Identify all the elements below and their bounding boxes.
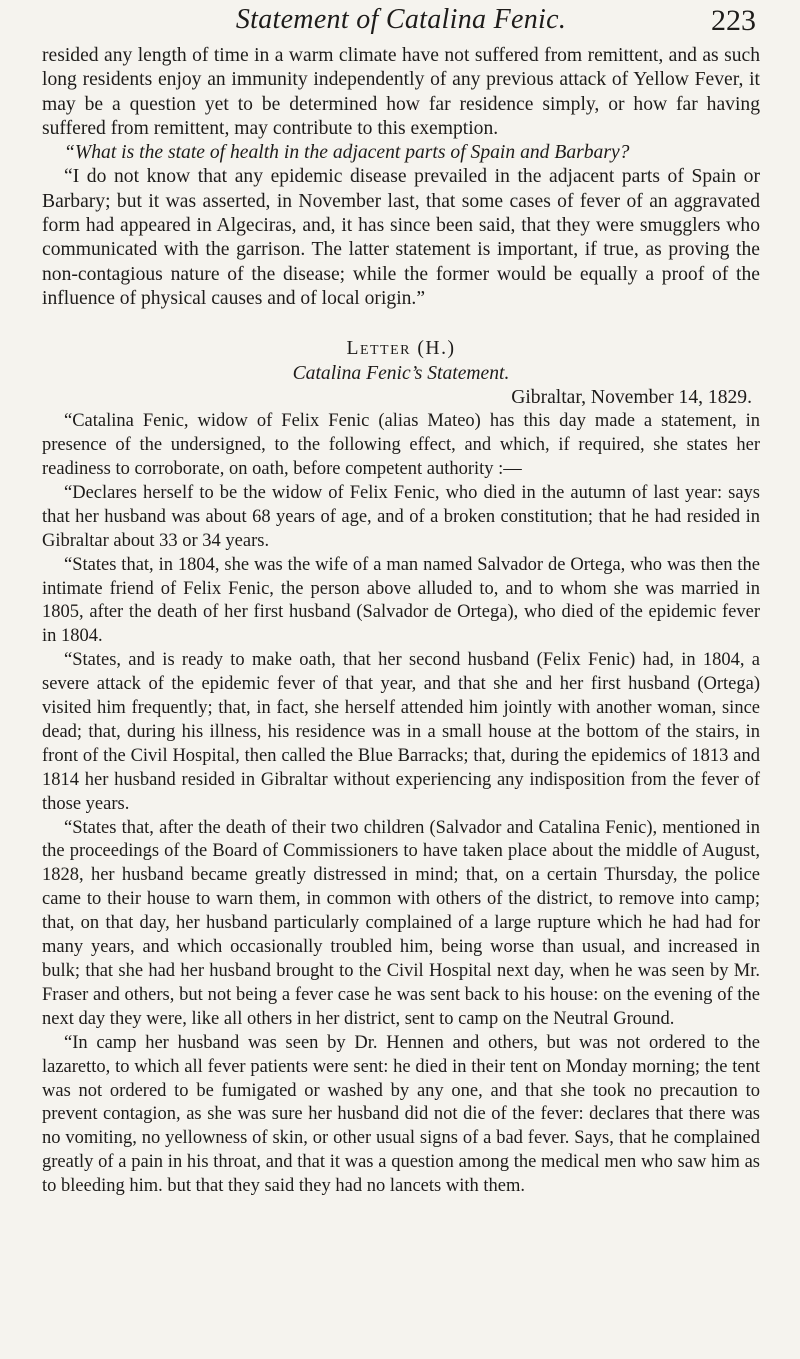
page-number: 223 <box>711 4 756 37</box>
letter-title: Letter (H.) <box>346 338 456 360</box>
paragraph: “Declares herself to be the widow of Felix Fenic, who died in the autumn of last year: says that her husband was about 68 years of age, and of a broken constitution; that he had resided in Gibraltar about 33 or 34 years. <box>42 482 760 551</box>
paragraph: “Catalina Fenic, widow of Felix Fenic (alias Mateo) has this day made a statement, in presence of the undersigned, to the following effect, and which, if required, she states her readiness to corroborate, on oath, before competent authority :— <box>42 411 760 479</box>
question-heading: “What is the state of health in the adjacent parts of Spain and Barbary? <box>64 142 630 164</box>
paragraph: “In camp her husband was seen by Dr. Hennen and others, but was not ordered to the lazaretto, to which all fever patients were sent: he died in their tent on Monday morning; the tent was not ordered to be fumigated or washed by any one, and that she took no precaution to prevent contagion, as she was sure her husband did not die of the fever: declares that there was no vomiting, no yellowness of skin, or other usual signs of a bad fever. Says, that he complained greatly of a pain in his throat, and that it was a question among the medical men who saw him as to bleeding him. but that they said they had no lancets with them. <box>42 1032 760 1197</box>
paragraph: resided any length of time in a warm climate have not suffered from remittent, and as such long residents enjoy an immunity independently of any previous attack of Yellow Fever, it may be a question yet to be determined how far residence simply, or how far having suffered from remittent, may contribute to this exemption. <box>42 45 760 139</box>
page-header <box>42 0 760 44</box>
body-text <box>42 44 760 1199</box>
letter-body <box>42 410 760 1199</box>
paragraph: “I do not know that any epidemic disease prevailed in the adjacent parts of Spain or Barbary; but it was asserted, in November last, that some cases of fever of an aggravated form had appeared in Algeciras, and, it has since been said, that they were smugglers who communicated with the garrison. The latter statement is important, if true, as proving the non-contagious nature of the disease; while the former would be equally a proof of the influence of physical causes and of local origin.” <box>42 166 760 309</box>
letter-dateline: Gibraltar, November 14, 1829. <box>511 386 752 408</box>
paragraph: “States, and is ready to make oath, that her second husband (Felix Fenic) had, in 1804, a severe attack of the epidemic fever of that year, and that she and her first husband (Ortega) visited him frequently; that, in fact, she herself attended him jointly with another woman, since dead; that, during his illness, his residence was in a small house at the bottom of the stairs, in front of the Civil Hospital, then called the Blue Barracks; that, during the epidemics of 1813 and 1814 her husband resided in Gibraltar without experiencing any indisposition from the fever of those years. <box>42 650 760 814</box>
paragraph: “States that, in 1804, she was the wife of a man named Salvador de Ortega, who was then the intimate friend of Felix Fenic, the person above alluded to, and to whom she was married in 1805, after the death of her first husband (Salvador de Ortega), who died of the epidemic fever in 1804. <box>42 554 760 647</box>
running-title: Statement of Catalina Fenic. <box>235 4 567 35</box>
letter-subtitle: Catalina Fenic’s Statement. <box>292 362 510 384</box>
section-gap <box>42 311 760 337</box>
paragraph: “States that, after the death of their two children (Salvador and Catalina Fenic), mentioned in the proceedings of the Board of Commissioners to have taken place about the middle of August, 1828, her husband became greatly distressed in mind; that, on a certain Thursday, the police came to their house to warn them, in common with others of the district, to remove into camp; that, on that day, her husband particularly complained of a large rupture which he had had for many years, and which occasionally troubled him, being worse than usual, and increased in bulk; that she had her husband brought to the Civil Hospital next day, when he was seen by Mr. Fraser and others, but not being a fever case he was sent back to his house: on the evening of the next day they were, like all others in her district, sent to camp on the Neutral Ground. <box>42 817 760 1029</box>
